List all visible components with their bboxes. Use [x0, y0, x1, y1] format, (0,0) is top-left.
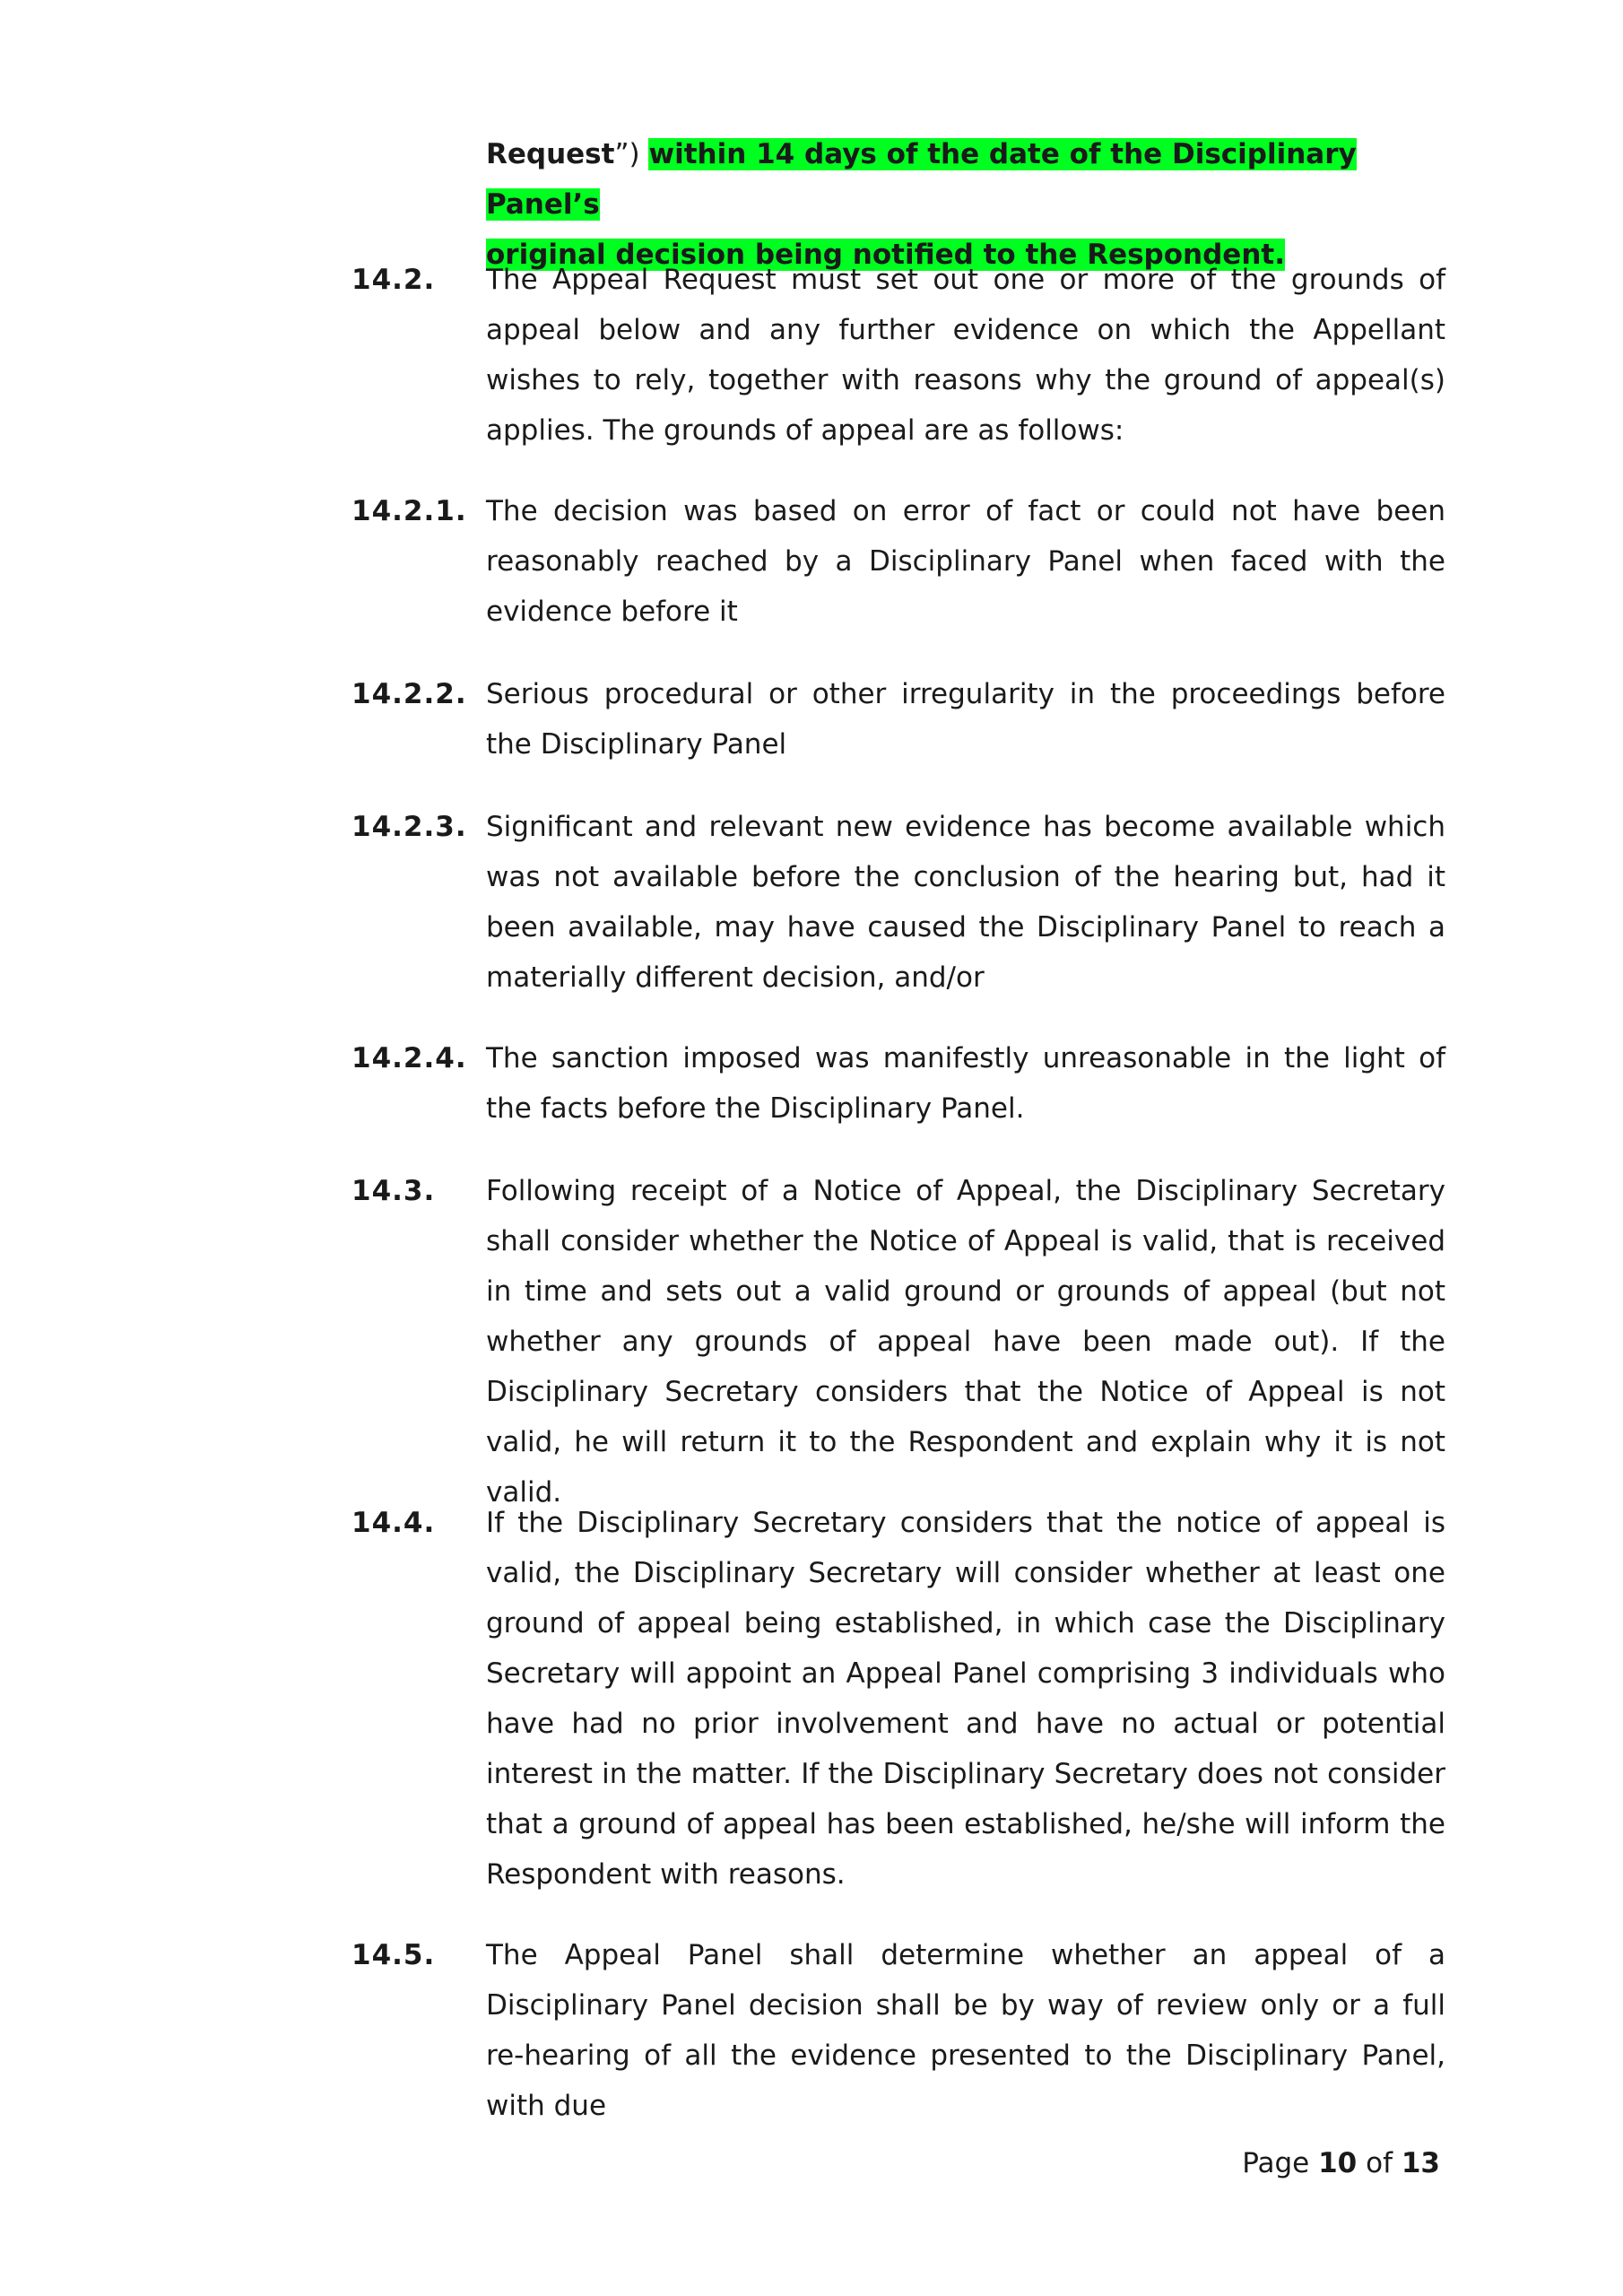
clause-number: 14.5.: [352, 1939, 436, 1971]
clause-text: The Appeal Panel shall determine whether an appeal of a Disciplinary Panel decision shall be by way of review only or a full re-hearing of all the evidence presented to the Disciplinary Panel, with due: [486, 1939, 1445, 2122]
clause-14-4: [352, 1498, 1445, 1900]
clause-text: The sanction imposed was manifestly unreasonable in the light of the facts before the Disciplinary Panel.: [486, 1042, 1445, 1125]
page-number: 10: [1318, 2147, 1358, 2179]
clause-14-2: [352, 255, 1445, 456]
page-footer: [1242, 2138, 1440, 2188]
clause-number: 14.3.: [352, 1175, 436, 1207]
highlighted-text-line2: original decision being notified to the Respondent.: [486, 239, 1285, 271]
clause-text: The Appeal Request must set out one or more of the grounds of appeal below and any further evidence on which the Appellant wishes to rely, together with reasons why the ground of appeal(s) applies. The grounds of appeal are as follows:: [486, 264, 1445, 447]
clause-text: If the Disciplinary Secretary considers that the notice of appeal is valid, the Disciplinary Secretary will consider whether at least one ground of appeal being established, in which case the Disciplinary Secretary will appoint an Appeal Panel comprising 3 individuals who have had no prior involvement and have no actual or potential interest in the matter. If the Disciplinary Secretary does not consider that a ground of appeal has been established, he/she will inform the Respondent with reasons.: [486, 1507, 1445, 1891]
request-term: Request: [486, 138, 615, 170]
clause-text: Significant and relevant new evidence has become available which was not available before the conclusion of the hearing but, had it been available, may have caused the Disciplinary Panel to reach a materially different decision, and/or: [486, 811, 1445, 994]
clause-14-2-3: [352, 802, 1445, 1003]
clause-text: The decision was based on error of fact or could not have been reasonably reached by a Disciplinary Panel when faced with the evidence before it: [486, 495, 1445, 628]
highlighted-text-line1: within 14 days of the date of the Disciplinary Panel’s: [486, 138, 1357, 221]
clause-number: 14.2.1.: [352, 495, 467, 527]
clause-14-2-2: [352, 669, 1445, 770]
clause-number: 14.2.2.: [352, 678, 467, 710]
clause-number: 14.2.: [352, 264, 436, 296]
clause-14-2-4: [352, 1033, 1445, 1134]
clause-number: 14.2.3.: [352, 811, 467, 843]
page-total: 13: [1401, 2147, 1440, 2179]
clause-number: 14.4.: [352, 1507, 436, 1539]
of-label: of: [1366, 2147, 1393, 2179]
clause-text: Serious procedural or other irregularity in the proceedings before the Disciplinary Panel: [486, 678, 1445, 761]
clause-text: Following receipt of a Notice of Appeal, the Disciplinary Secretary shall consider whether the Notice of Appeal is valid, that is received in time and sets out a valid ground or grounds of appeal (but not whether any grounds of appeal have been made out). If the Disciplinary Secretary considers that the Notice of Appeal is not valid, he will return it to the Respondent and explain why it is not valid.: [486, 1175, 1445, 1509]
clause-number: 14.2.4.: [352, 1042, 467, 1074]
clause-14-5: [352, 1930, 1445, 2131]
closing-quote: ”): [614, 138, 649, 170]
clause-14-3: [352, 1166, 1445, 1518]
page-label: Page: [1242, 2147, 1310, 2179]
clause-14-2-1: [352, 486, 1445, 637]
